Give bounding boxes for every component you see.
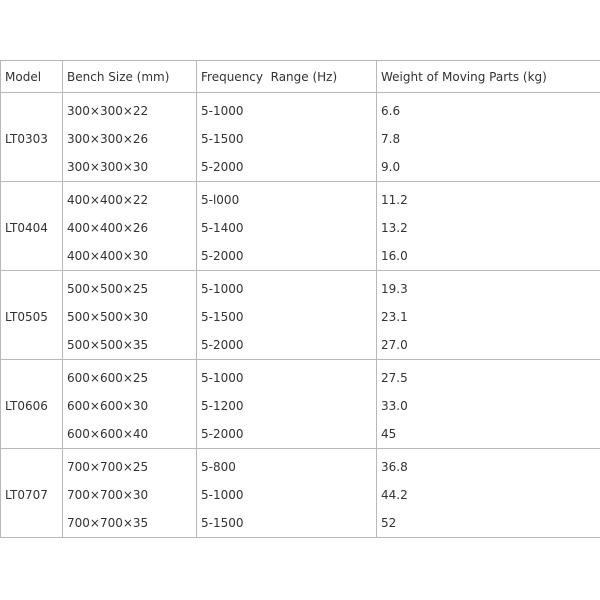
bench-size-value: 600×600×40 (67, 427, 149, 441)
bench-size-value: 700×700×30 (67, 488, 149, 502)
weight-value: 16.0 (381, 249, 408, 263)
table-row (1, 182, 600, 271)
bench-size-cell (63, 271, 197, 360)
weight-value: 11.2 (381, 193, 408, 207)
weight-cell (377, 360, 600, 449)
table-row (1, 271, 600, 360)
table-row (1, 360, 600, 449)
frequency-value: 5-2000 (201, 427, 244, 441)
weight-value: 13.2 (381, 221, 408, 235)
header-bench-size: Bench Size (mm) (63, 61, 197, 93)
frequency-value: 5-1200 (201, 399, 244, 413)
weight-value: 27.0 (381, 338, 408, 352)
frequency-cell (197, 271, 377, 360)
bench-size-value: 400×400×26 (67, 221, 149, 235)
weight-value: 9.0 (381, 160, 401, 174)
weight-cell (377, 182, 600, 271)
frequency-value: 5-800 (201, 460, 236, 474)
frequency-cell (197, 449, 377, 538)
frequency-value: 5-2000 (201, 160, 244, 174)
model-cell: LT0404 (1, 182, 63, 271)
weight-value: 44.2 (381, 488, 408, 502)
bench-size-value: 500×500×35 (67, 338, 149, 352)
header-frequency-range: Frequency Range (Hz) (197, 61, 377, 93)
weight-value: 36.8 (381, 460, 408, 474)
weight-cell (377, 449, 600, 538)
weight-value: 27.5 (381, 371, 408, 385)
frequency-value: 5-l000 (201, 193, 240, 207)
frequency-value: 5-2000 (201, 338, 244, 352)
model-cell: LT0505 (1, 271, 63, 360)
frequency-cell (197, 360, 377, 449)
frequency-value: 5-1000 (201, 488, 244, 502)
bench-size-value: 400×400×30 (67, 249, 149, 263)
bench-size-value: 300×300×30 (67, 160, 149, 174)
specification-table (0, 60, 600, 538)
bench-size-cell (63, 93, 197, 182)
frequency-value: 5-1500 (201, 310, 244, 324)
model-cell: LT0303 (1, 93, 63, 182)
table-row (1, 449, 600, 538)
weight-value: 19.3 (381, 282, 408, 296)
bench-size-value: 400×400×22 (67, 193, 149, 207)
weight-cell (377, 271, 600, 360)
bench-size-value: 300×300×26 (67, 132, 149, 146)
bench-size-cell (63, 449, 197, 538)
bench-size-value: 700×700×35 (67, 516, 149, 530)
table-row (1, 93, 600, 182)
frequency-value: 5-1500 (201, 516, 244, 530)
weight-value: 7.8 (381, 132, 401, 146)
frequency-value: 5-2000 (201, 249, 244, 263)
bench-size-value: 300×300×22 (67, 104, 149, 118)
bench-size-value: 500×500×25 (67, 282, 149, 296)
frequency-value: 5-1500 (201, 132, 244, 146)
header-model: Model (1, 61, 63, 93)
weight-value: 23.1 (381, 310, 408, 324)
weight-value: 45 (381, 427, 397, 441)
frequency-value: 5-1400 (201, 221, 244, 235)
bench-size-value: 500×500×30 (67, 310, 149, 324)
weight-value: 6.6 (381, 104, 401, 118)
frequency-value: 5-1000 (201, 282, 244, 296)
bench-size-cell (63, 360, 197, 449)
frequency-value: 5-1000 (201, 104, 244, 118)
header-row (1, 61, 600, 93)
model-cell: LT0606 (1, 360, 63, 449)
weight-value: 33.0 (381, 399, 408, 413)
bench-size-cell (63, 182, 197, 271)
bench-size-value: 600×600×30 (67, 399, 149, 413)
bench-size-value: 700×700×25 (67, 460, 149, 474)
weight-cell (377, 93, 600, 182)
model-cell: LT0707 (1, 449, 63, 538)
header-weight-moving-parts: Weight of Moving Parts (kg) (377, 61, 600, 93)
weight-value: 52 (381, 516, 397, 530)
bench-size-value: 600×600×25 (67, 371, 149, 385)
frequency-cell (197, 93, 377, 182)
frequency-value: 5-1000 (201, 371, 244, 385)
frequency-cell (197, 182, 377, 271)
